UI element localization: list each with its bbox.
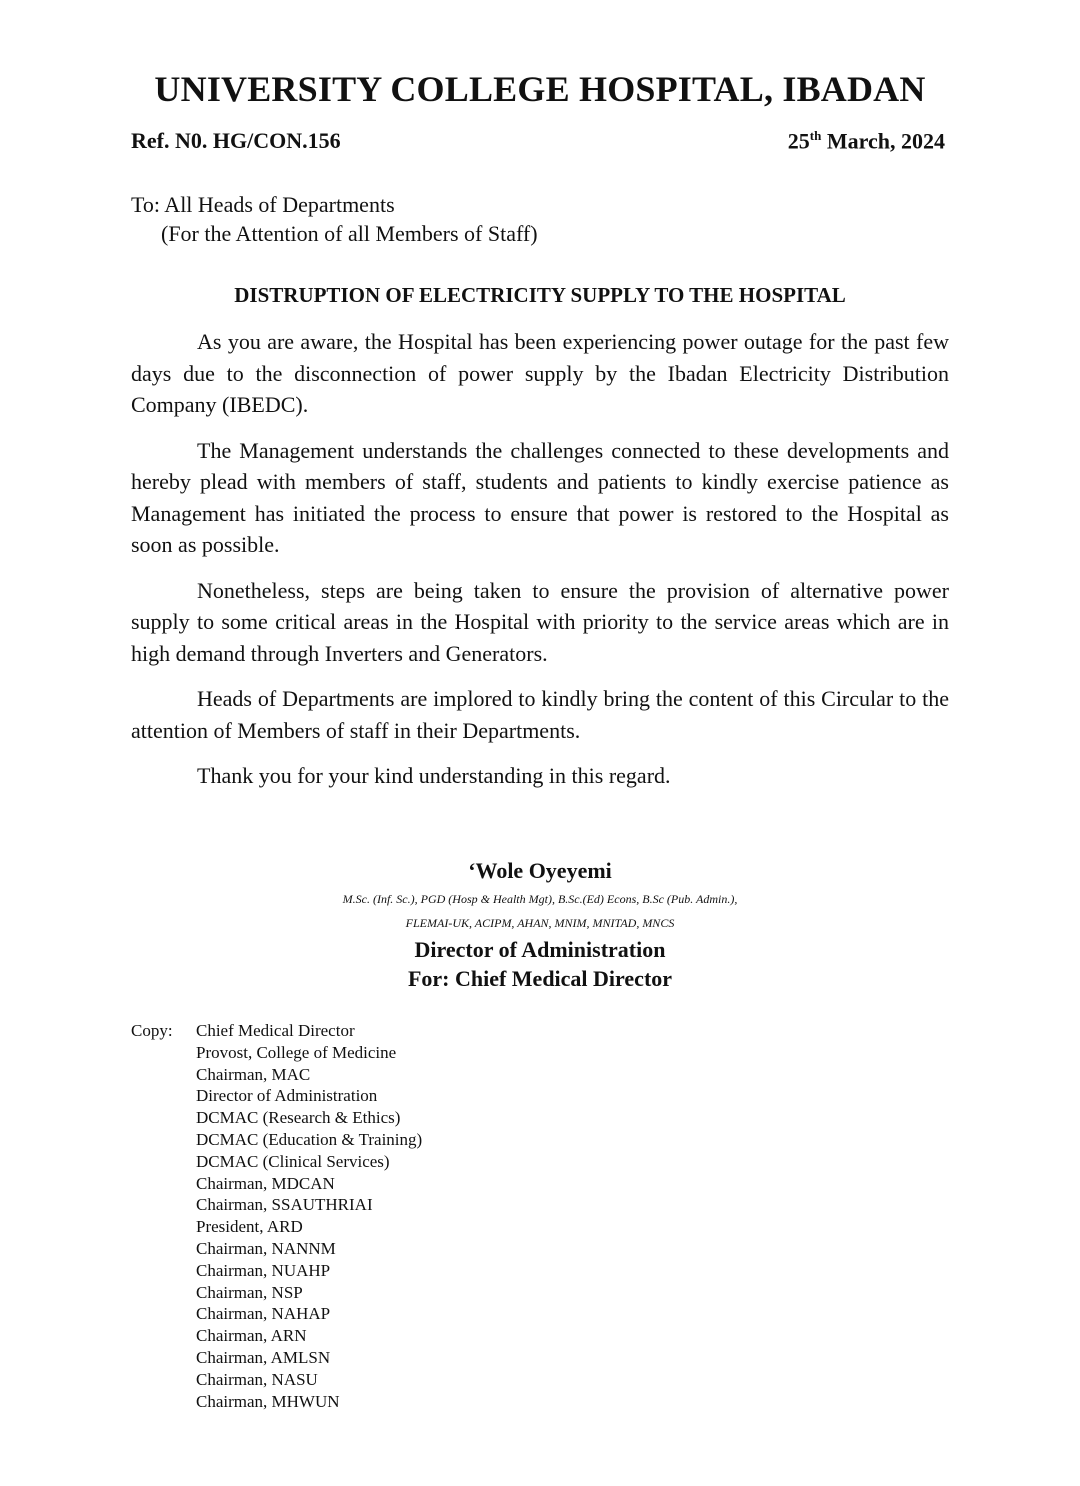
copy-recipient: Chairman, MAC	[196, 1064, 311, 1084]
signatory-qualifications: FLEMAI-UK, ACIPM, AHAN, MNIM, MNITAD, MNCS	[405, 916, 675, 930]
copy-recipient: President, ARD	[196, 1217, 303, 1237]
body-paragraph: Thank you for your kind understanding in this regard.	[197, 763, 671, 788]
signatory-name: ‘Wole Oyeyemi	[468, 858, 612, 883]
addressee-block	[131, 190, 538, 248]
addressee-attention: (For the Attention of all Members of Staff)	[161, 221, 538, 246]
letter-body	[131, 326, 949, 806]
copy-recipient: Chairman, MDCAN	[196, 1173, 335, 1193]
date-day: 25	[787, 128, 810, 154]
copy-recipient: Chairman, NASU	[196, 1369, 318, 1389]
signature-block	[0, 855, 1080, 993]
copy-list-block	[131, 1020, 422, 1412]
reference-number: Ref. N0. HG/CON.156	[131, 128, 341, 153]
date-month-year: March, 2024	[821, 128, 945, 154]
addressee-to: To: All Heads of Departments	[131, 192, 395, 217]
copy-recipient: Chairman, NAHAP	[196, 1304, 331, 1324]
copy-recipient: Chairman, SSAUTHRIAI	[196, 1195, 373, 1215]
body-paragraph: The Management understands the challenges connected to these developments and hereby plead with members of staff, students and patients to kindly exercise patience as Management has initiated the process to ensure that power is restored to the Hospital as soon as possible.	[131, 437, 949, 557]
body-paragraph: As you are aware, the Hospital has been experiencing power outage for the past few days due to the disconnection of power supply by the Ibadan Electricity Distribution Company (IBEDC).	[131, 329, 949, 417]
copy-label: Copy:	[131, 1021, 173, 1040]
copy-recipient: Chairman, NSP	[196, 1282, 303, 1302]
copy-recipient: Chairman, MHWUN	[196, 1391, 340, 1411]
copy-recipient: DCMAC (Research & Ethics)	[196, 1108, 401, 1128]
copy-recipient: Provost, College of Medicine	[196, 1042, 397, 1062]
signatory-title: Director of Administration	[414, 937, 666, 962]
copy-recipient: Chief Medical Director	[196, 1021, 355, 1040]
copy-recipient: Chairman, NANNM	[196, 1238, 336, 1258]
copy-recipient: Director of Administration	[196, 1086, 378, 1106]
signatory-qualifications: M.Sc. (Inf. Sc.), PGD (Hosp & Health Mgt), B.Sc.(Ed) Econs, B.Sc (Pub. Admin.),	[342, 892, 738, 906]
signatory-for-title: For: Chief Medical Director	[407, 966, 673, 991]
copy-recipient: DCMAC (Education & Training)	[196, 1129, 423, 1149]
subject-heading: DISTRUPTION OF ELECTRICITY SUPPLY TO THE HOSPITAL	[234, 283, 846, 307]
body-paragraph: Heads of Departments are implored to kindly bring the content of this Circular to the attention of Members of staff in their Departments.	[131, 686, 949, 743]
body-paragraph: Nonetheless, steps are being taken to ensure the provision of alternative power supply to some critical areas in the Hospital with priority to the service areas which are in high demand through Inverters and Generators.	[131, 577, 949, 666]
copy-recipient: DCMAC (Clinical Services)	[196, 1151, 390, 1171]
institution-title: UNIVERSITY COLLEGE HOSPITAL, IBADAN	[154, 69, 926, 109]
copy-recipient: Chairman, AMLSN	[196, 1347, 331, 1367]
copy-recipient: Chairman, NUAHP	[196, 1260, 331, 1280]
copy-recipient: Chairman, ARN	[196, 1326, 307, 1346]
date-suffix: th	[809, 128, 822, 143]
circular-date	[788, 128, 945, 154]
copy-recipients	[131, 1020, 422, 1412]
